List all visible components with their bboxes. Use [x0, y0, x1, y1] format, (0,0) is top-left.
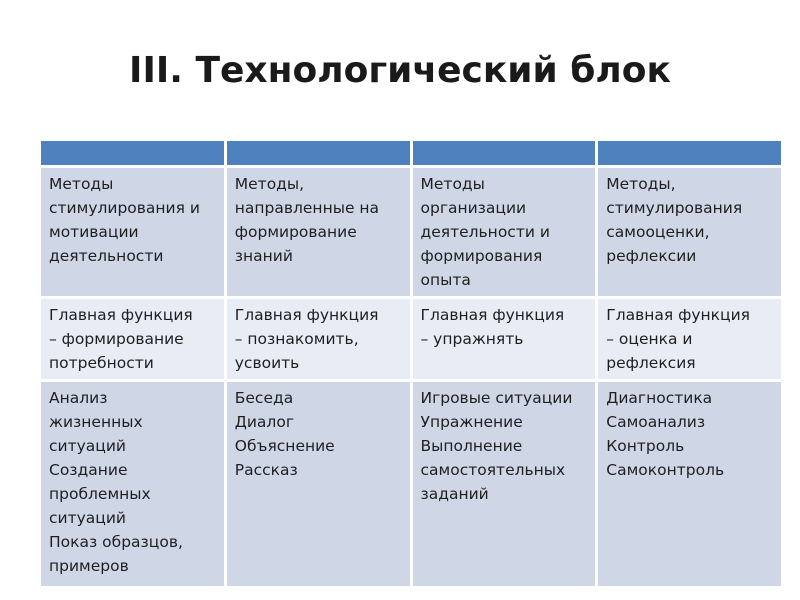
table-cell	[413, 382, 596, 586]
cell-line: Главная функция	[49, 306, 193, 324]
cell-line: стимулирования	[606, 199, 743, 217]
cell-line: Методы,	[234, 175, 305, 193]
cell-line: Беседа	[234, 389, 294, 407]
table-cell	[41, 299, 224, 379]
cell-line: мотивации	[49, 223, 139, 241]
cell-line: Контроль	[606, 437, 685, 455]
table-header-row	[41, 141, 781, 165]
cell-line: направленные на	[234, 199, 380, 217]
cell-line: стимулирования и	[49, 199, 200, 217]
cell-line: – формирование	[49, 330, 184, 348]
cell-line: – упражнять	[420, 330, 524, 348]
cell-line: потребности	[49, 354, 154, 372]
cell-line: заданий	[420, 485, 489, 503]
cell-line: Самоанализ	[606, 413, 706, 431]
cell-line: Диалог	[234, 413, 294, 431]
cell-line: Главная функция	[606, 306, 750, 324]
cell-line: Самоконтроль	[606, 461, 725, 479]
table-cell	[227, 299, 410, 379]
header-cell	[227, 141, 410, 165]
cell-line: ситуаций	[49, 509, 126, 527]
cell-line: Выполнение	[420, 437, 523, 455]
cell-line: организации	[420, 199, 527, 217]
table-cell	[598, 168, 781, 296]
table-cell	[413, 299, 596, 379]
cell-line: формирования	[420, 247, 543, 265]
cell-line: рефлексия	[606, 354, 696, 372]
cell-line: жизненных	[49, 413, 143, 431]
header-cell	[598, 141, 781, 165]
cell-line: – оценка и	[606, 330, 693, 348]
cell-line: Игровые ситуации	[420, 389, 573, 407]
cell-line: деятельности	[49, 247, 164, 265]
cell-line: Упражнение	[420, 413, 523, 431]
cell-line: опыта	[420, 271, 471, 289]
table-cell	[413, 168, 596, 296]
cell-line: знаний	[234, 247, 293, 265]
table-cell	[227, 168, 410, 296]
header-cell	[41, 141, 224, 165]
cell-line: Создание	[49, 461, 128, 479]
table-cell	[598, 382, 781, 586]
cell-line: Объяснение	[234, 437, 335, 455]
table-cell	[227, 382, 410, 586]
cell-line: рефлексии	[606, 247, 697, 265]
cell-line: Методы,	[606, 175, 676, 193]
cell-line: ситуаций	[49, 437, 126, 455]
cell-line: Анализ	[49, 389, 108, 407]
table-row	[41, 299, 781, 379]
cell-line: – познакомить,	[234, 330, 359, 348]
table-row	[41, 382, 781, 586]
cell-line: проблемных	[49, 485, 151, 503]
header-cell	[413, 141, 596, 165]
cell-line: Главная функция	[234, 306, 379, 324]
table-cell	[41, 382, 224, 586]
table-row	[41, 168, 781, 296]
cell-line: Методы	[420, 175, 485, 193]
cell-line: Показ образцов,	[49, 533, 183, 551]
cell-line: примеров	[49, 557, 129, 575]
table-cell	[41, 168, 224, 296]
cell-line: Диагностика	[606, 389, 713, 407]
cell-line: усвоить	[234, 354, 300, 372]
cell-line: самостоятельных	[420, 461, 566, 479]
cell-line: Главная функция	[420, 306, 565, 324]
cell-line: формирование	[234, 223, 357, 241]
methods-table	[38, 138, 784, 589]
cell-line: Рассказ	[234, 461, 298, 479]
cell-line: Методы	[49, 175, 114, 193]
slide-title: III. Технологический блок	[129, 50, 671, 91]
cell-line: деятельности и	[420, 223, 550, 241]
table-cell	[598, 299, 781, 379]
cell-line: самооценки,	[606, 223, 710, 241]
